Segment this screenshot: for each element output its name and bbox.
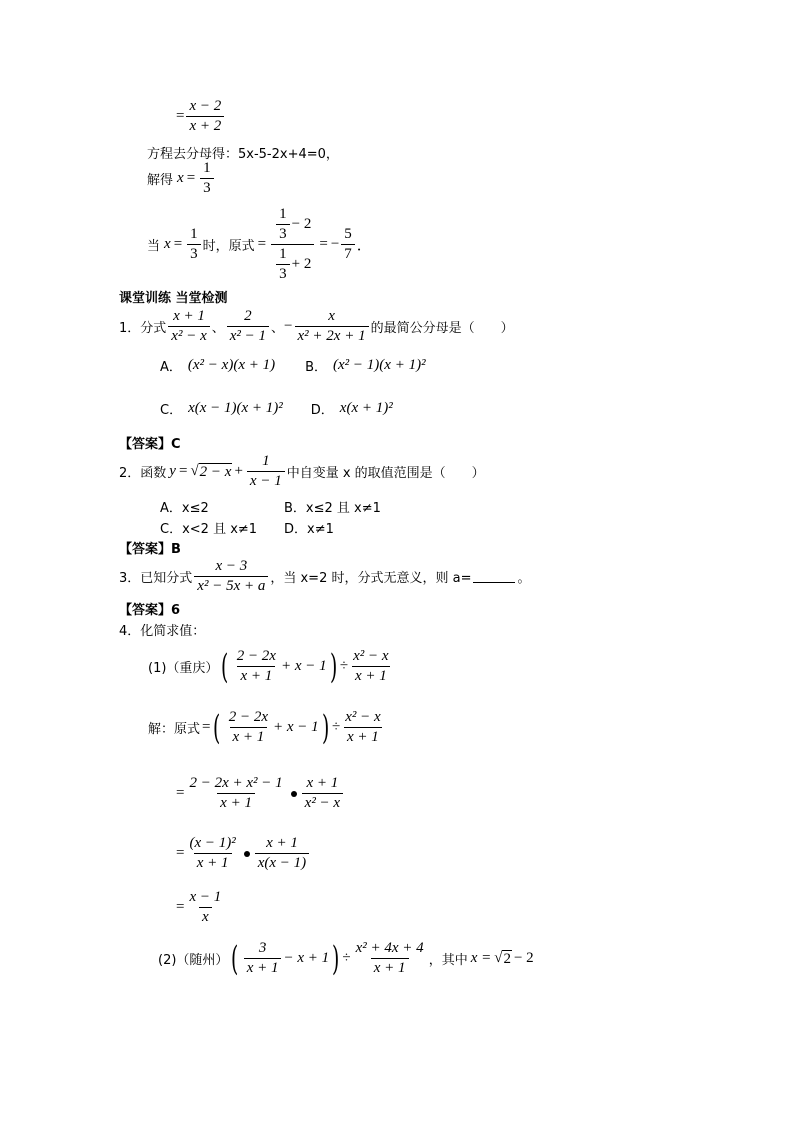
evaluate-expression: 当 x = $\frac{1}{3}$ 时，原式 = $\frac{1}{3}$ − 2 $\frac{1}{3}$ + 2 = − $\frac{5}{7}$ ． <box>147 206 372 282</box>
option-d: D．x≠1 <box>284 522 334 537</box>
q1-options-ab: A． (x² − x)(x + 1) B． (x² − 1)(x + 1)² <box>160 357 426 375</box>
question-3: 3． 已知分式 $\frac{x - 3}{\text{x² − 5x + a}}$ ，当 x=2 时，分式无意义，则 a= 。 <box>119 558 531 594</box>
option-a: A．x≤2 <box>160 501 209 516</box>
question-1: 1． 分式 $\frac{x + 1}{\text{x² − x}}$ 、 $\frac{2}{\text{x² − 1}}$ 、 − $\frac{x}{\text{x² + 2x + 1}}$ 的最简公分母是（ ） <box>119 308 514 344</box>
fraction: $\frac{x - 2}{x + 2}$ <box>186 98 224 135</box>
q4-part-1: (1)（重庆） ( $\frac{2 - 2x}{x + 1}$ + x − 1 ) ÷ $\frac{\text{x² − x}}{x + 1}$ <box>148 646 389 687</box>
answer-blank[interactable] <box>473 570 515 583</box>
option-d: x(x + 1)² <box>339 400 393 416</box>
solution-x-one-third: 解得 x = $\frac{1}{3}$ <box>147 160 216 197</box>
option-b: (x² − 1)(x + 1)² <box>333 357 426 373</box>
q4-solution-line-2: = $\frac{\text{2 − 2x + x² − 1}}{x + 1}$ $\frac{x + 1}{\text{x² − x}}$ <box>176 775 345 812</box>
q1-options-cd: C． x(x − 1)(x + 1)² D． x(x + 1)² <box>160 400 393 418</box>
q4-solution-line-3: = $\frac{\text{(x − 1)²}}{x + 1}$ $\frac{x + 1}{x(x - 1)}$ <box>176 835 311 872</box>
option-c: C．x<2 且 x≠1 <box>160 522 258 537</box>
multiply-dot <box>291 791 297 797</box>
q3-answer: 【答案】6 <box>119 603 181 618</box>
question-2: 2． 函数 y = √ 2 − x + $\frac{1}{x - 1}$ 中自变量 x 的取值范围是（ ） <box>119 453 485 489</box>
option-c: x(x − 1)(x + 1)² <box>188 400 283 416</box>
q1-answer: 【答案】C <box>119 437 181 452</box>
q4-solution-line-1: 解：原式 = ( $\frac{2 - 2x}{x + 1}$ + x − 1 ) ÷ $\frac{\text{x² − x}}{x + 1}$ <box>148 707 381 748</box>
complex-fraction: $\frac{1}{3}$ − 2 $\frac{1}{3}$ + 2 <box>271 206 314 283</box>
question-4-title: 4．化简求值： <box>119 624 206 639</box>
multiply-dot <box>244 851 250 857</box>
q4-solution-line-4: = $\frac{x - 1}{x}$ <box>176 889 222 925</box>
equation-clear-denominator: 方程去分母得：5x-5-2x+4=0， <box>147 147 339 162</box>
option-b: B．x≤2 且 x≠1 <box>284 501 381 516</box>
section-title: 课堂训练 当堂检测 <box>119 291 228 306</box>
option-a: (x² − x)(x + 1) <box>187 357 276 373</box>
step-x-minus-2-over-x-plus-2 <box>176 98 226 135</box>
q2-options-ab <box>160 497 381 516</box>
q2-options-cd <box>160 518 334 537</box>
equals-sign: = <box>176 108 185 124</box>
q4-part-2: (2)（随州） ( $\frac{3}{x + 1}$ − x + 1 ) ÷ $\frac{\text{x² + 4x + 4}}{x + 1}$ ，其中 x = √ 2 − 2 <box>158 938 534 979</box>
q2-answer: 【答案】B <box>119 542 181 557</box>
fraction: $\frac{5}{7}$ <box>341 226 355 263</box>
fraction: $\frac{1}{3}$ <box>187 226 201 263</box>
fraction: $\frac{1}{3}$ <box>200 160 214 197</box>
